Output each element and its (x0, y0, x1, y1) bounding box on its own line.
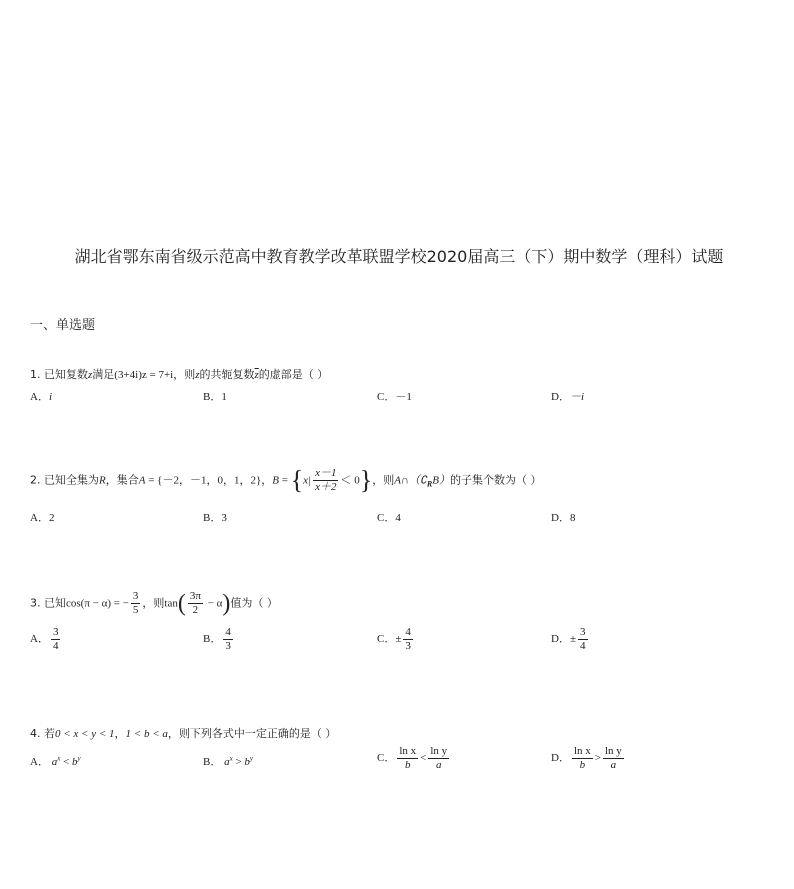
option-label: D． (551, 512, 570, 524)
document-title: 湖北省鄂东南省级示范高中教育教学改革联盟学校2020届高三（下）期中数学（理科）试题 (74, 247, 724, 266)
option-fraction (403, 626, 413, 653)
option-label: A． (30, 756, 49, 768)
option-label: C． (377, 752, 396, 765)
option-label: A． (30, 633, 49, 646)
fraction-numerator: ln y (604, 745, 622, 757)
q2-text: 2. 已知全集为 (30, 473, 99, 487)
option-label: B． (203, 633, 222, 646)
option-rel: < (420, 752, 427, 765)
q3-tan: tan (164, 597, 178, 610)
option-rel: < (60, 756, 73, 768)
q1-equation: (3+4i)z = 7+i (114, 369, 174, 381)
option-fraction (428, 745, 449, 772)
plus-minus: ± (569, 633, 576, 646)
option-value: i (48, 391, 53, 403)
q1-text: 的共轭复数 (199, 368, 255, 381)
q2-var: B (272, 474, 279, 487)
q4-condition: 1 < b < a (125, 728, 168, 740)
option-label: B． (203, 512, 222, 524)
fraction-numerator: 3 (580, 626, 586, 638)
plus-minus: ± (395, 633, 402, 646)
option-value: 8 (569, 512, 576, 524)
option-rel: > (594, 752, 601, 765)
option-var: b (244, 756, 250, 768)
q4-text: ，则下列各式中一定正确的是（ ） (167, 727, 337, 740)
fraction-denominator: a (610, 759, 617, 771)
q3-text: 值为（ ） (230, 596, 278, 610)
fraction-numerator: 3 (52, 626, 59, 638)
fraction-numerator: ln x (573, 745, 591, 757)
fraction-numerator: 4 (225, 626, 231, 638)
option-d (551, 626, 590, 653)
fraction-denominator: 4 (52, 640, 59, 652)
option-d (551, 745, 626, 772)
q2-var: R (99, 474, 106, 487)
q1-var: z (195, 369, 200, 381)
q2-ineq: ＜ 0 (340, 474, 360, 487)
q3-tan-fraction (188, 590, 203, 617)
q2-fraction (313, 467, 338, 494)
fraction-numerator: x－1 (315, 467, 337, 479)
q1-var: z (88, 369, 93, 381)
q3-text: ，则 (142, 596, 165, 610)
fraction-denominator: 3 (405, 640, 411, 652)
fraction-denominator: x＋2 (315, 481, 337, 493)
fraction-denominator: 5 (132, 604, 139, 616)
option-c (377, 745, 451, 772)
left-brace-icon: { (290, 465, 304, 495)
option-fraction (397, 745, 418, 772)
option-fraction (51, 626, 61, 653)
option-value: －1 (395, 391, 412, 403)
q2-eq: = (278, 474, 291, 487)
q3-fraction (131, 590, 141, 617)
option-value: 1 (221, 391, 227, 403)
question-4-stem (30, 725, 336, 741)
option-d (551, 388, 584, 404)
q2-text: ，则 (372, 473, 395, 487)
q2-sub: R (426, 479, 433, 489)
option-label: D． (551, 752, 570, 765)
option-d (551, 509, 575, 525)
option-label: B． (203, 391, 222, 403)
fraction-numerator: 4 (405, 626, 411, 638)
q2-text: ，集合 (105, 473, 139, 487)
option-a (30, 626, 62, 653)
option-label: B． (203, 756, 222, 768)
option-b (203, 509, 227, 525)
section-heading: 一、单选题 (30, 318, 96, 333)
option-exp: y (77, 754, 81, 763)
fraction-numerator: 3 (132, 590, 139, 602)
fraction-numerator: ln x (399, 745, 417, 757)
q4-text: ， (114, 727, 126, 740)
q1-text: ，则 (173, 368, 196, 381)
option-label: A． (30, 512, 49, 524)
q1-text: 满足 (92, 368, 115, 381)
question-1-stem (30, 366, 328, 382)
q2-expr: A∩（∁ (394, 474, 427, 487)
question-3-stem (30, 590, 278, 617)
option-c (377, 388, 412, 404)
q2-var: A (138, 474, 146, 487)
fraction-denominator: b (405, 759, 411, 771)
q4-text: 4. 若 (30, 727, 55, 740)
fraction-numerator: ln y (430, 745, 448, 757)
option-label: C． (377, 391, 396, 403)
option-label: D． (551, 633, 570, 646)
right-paren-icon: ) (222, 590, 231, 617)
option-label: C． (377, 633, 396, 646)
q4-condition: 0 < x < y < 1 (55, 728, 115, 740)
option-c (377, 509, 401, 525)
option-a (30, 509, 54, 525)
option-fraction (572, 745, 593, 772)
q2-set: = {－2，－1，0，1，2}， (145, 474, 273, 487)
fraction-numerator: 3π (189, 590, 201, 602)
option-var: b (72, 756, 78, 768)
left-paren-icon: ( (177, 590, 186, 617)
option-var: a (51, 756, 58, 768)
option-fraction (578, 626, 588, 653)
fraction-denominator: b (579, 759, 586, 771)
fraction-denominator: 4 (580, 640, 586, 652)
option-a (30, 753, 81, 769)
option-a (30, 388, 52, 404)
q1-conjugate: $\overline{z}$ (254, 369, 259, 381)
option-label: A． (30, 391, 49, 403)
option-exp: x (57, 754, 61, 763)
question-2-stem (30, 467, 541, 494)
q1-text: 1. 已知复数 (30, 368, 88, 381)
fraction-denominator: a (436, 759, 442, 771)
option-label: C． (377, 512, 396, 524)
q3-cos: cos(π − α) = − (66, 597, 129, 610)
q2-var: x| (303, 474, 312, 487)
option-rel: > (232, 756, 245, 768)
option-fraction (603, 745, 624, 772)
option-b (203, 753, 253, 769)
option-value: 3 (221, 512, 227, 524)
option-value: －i (569, 391, 585, 403)
option-value: 4 (395, 512, 401, 524)
option-exp: x (229, 754, 233, 763)
q2-expr: B） (432, 474, 450, 487)
q1-text: 的虚部是（ ） (258, 368, 329, 381)
option-value: 2 (48, 512, 55, 524)
option-fraction (223, 626, 233, 653)
fraction-denominator: 3 (225, 640, 231, 652)
option-exp: y (249, 754, 254, 763)
q3-tan-rest: − α (204, 597, 223, 610)
q3-text: 3. 已知 (30, 596, 66, 610)
q2-text: 的子集个数为（ ） (449, 473, 542, 487)
option-c (377, 626, 415, 653)
right-brace-icon: } (359, 465, 373, 495)
option-b (203, 626, 235, 653)
fraction-denominator: 2 (192, 604, 199, 616)
option-b (203, 388, 227, 404)
option-label: D． (551, 391, 570, 403)
option-var: a (224, 756, 230, 768)
